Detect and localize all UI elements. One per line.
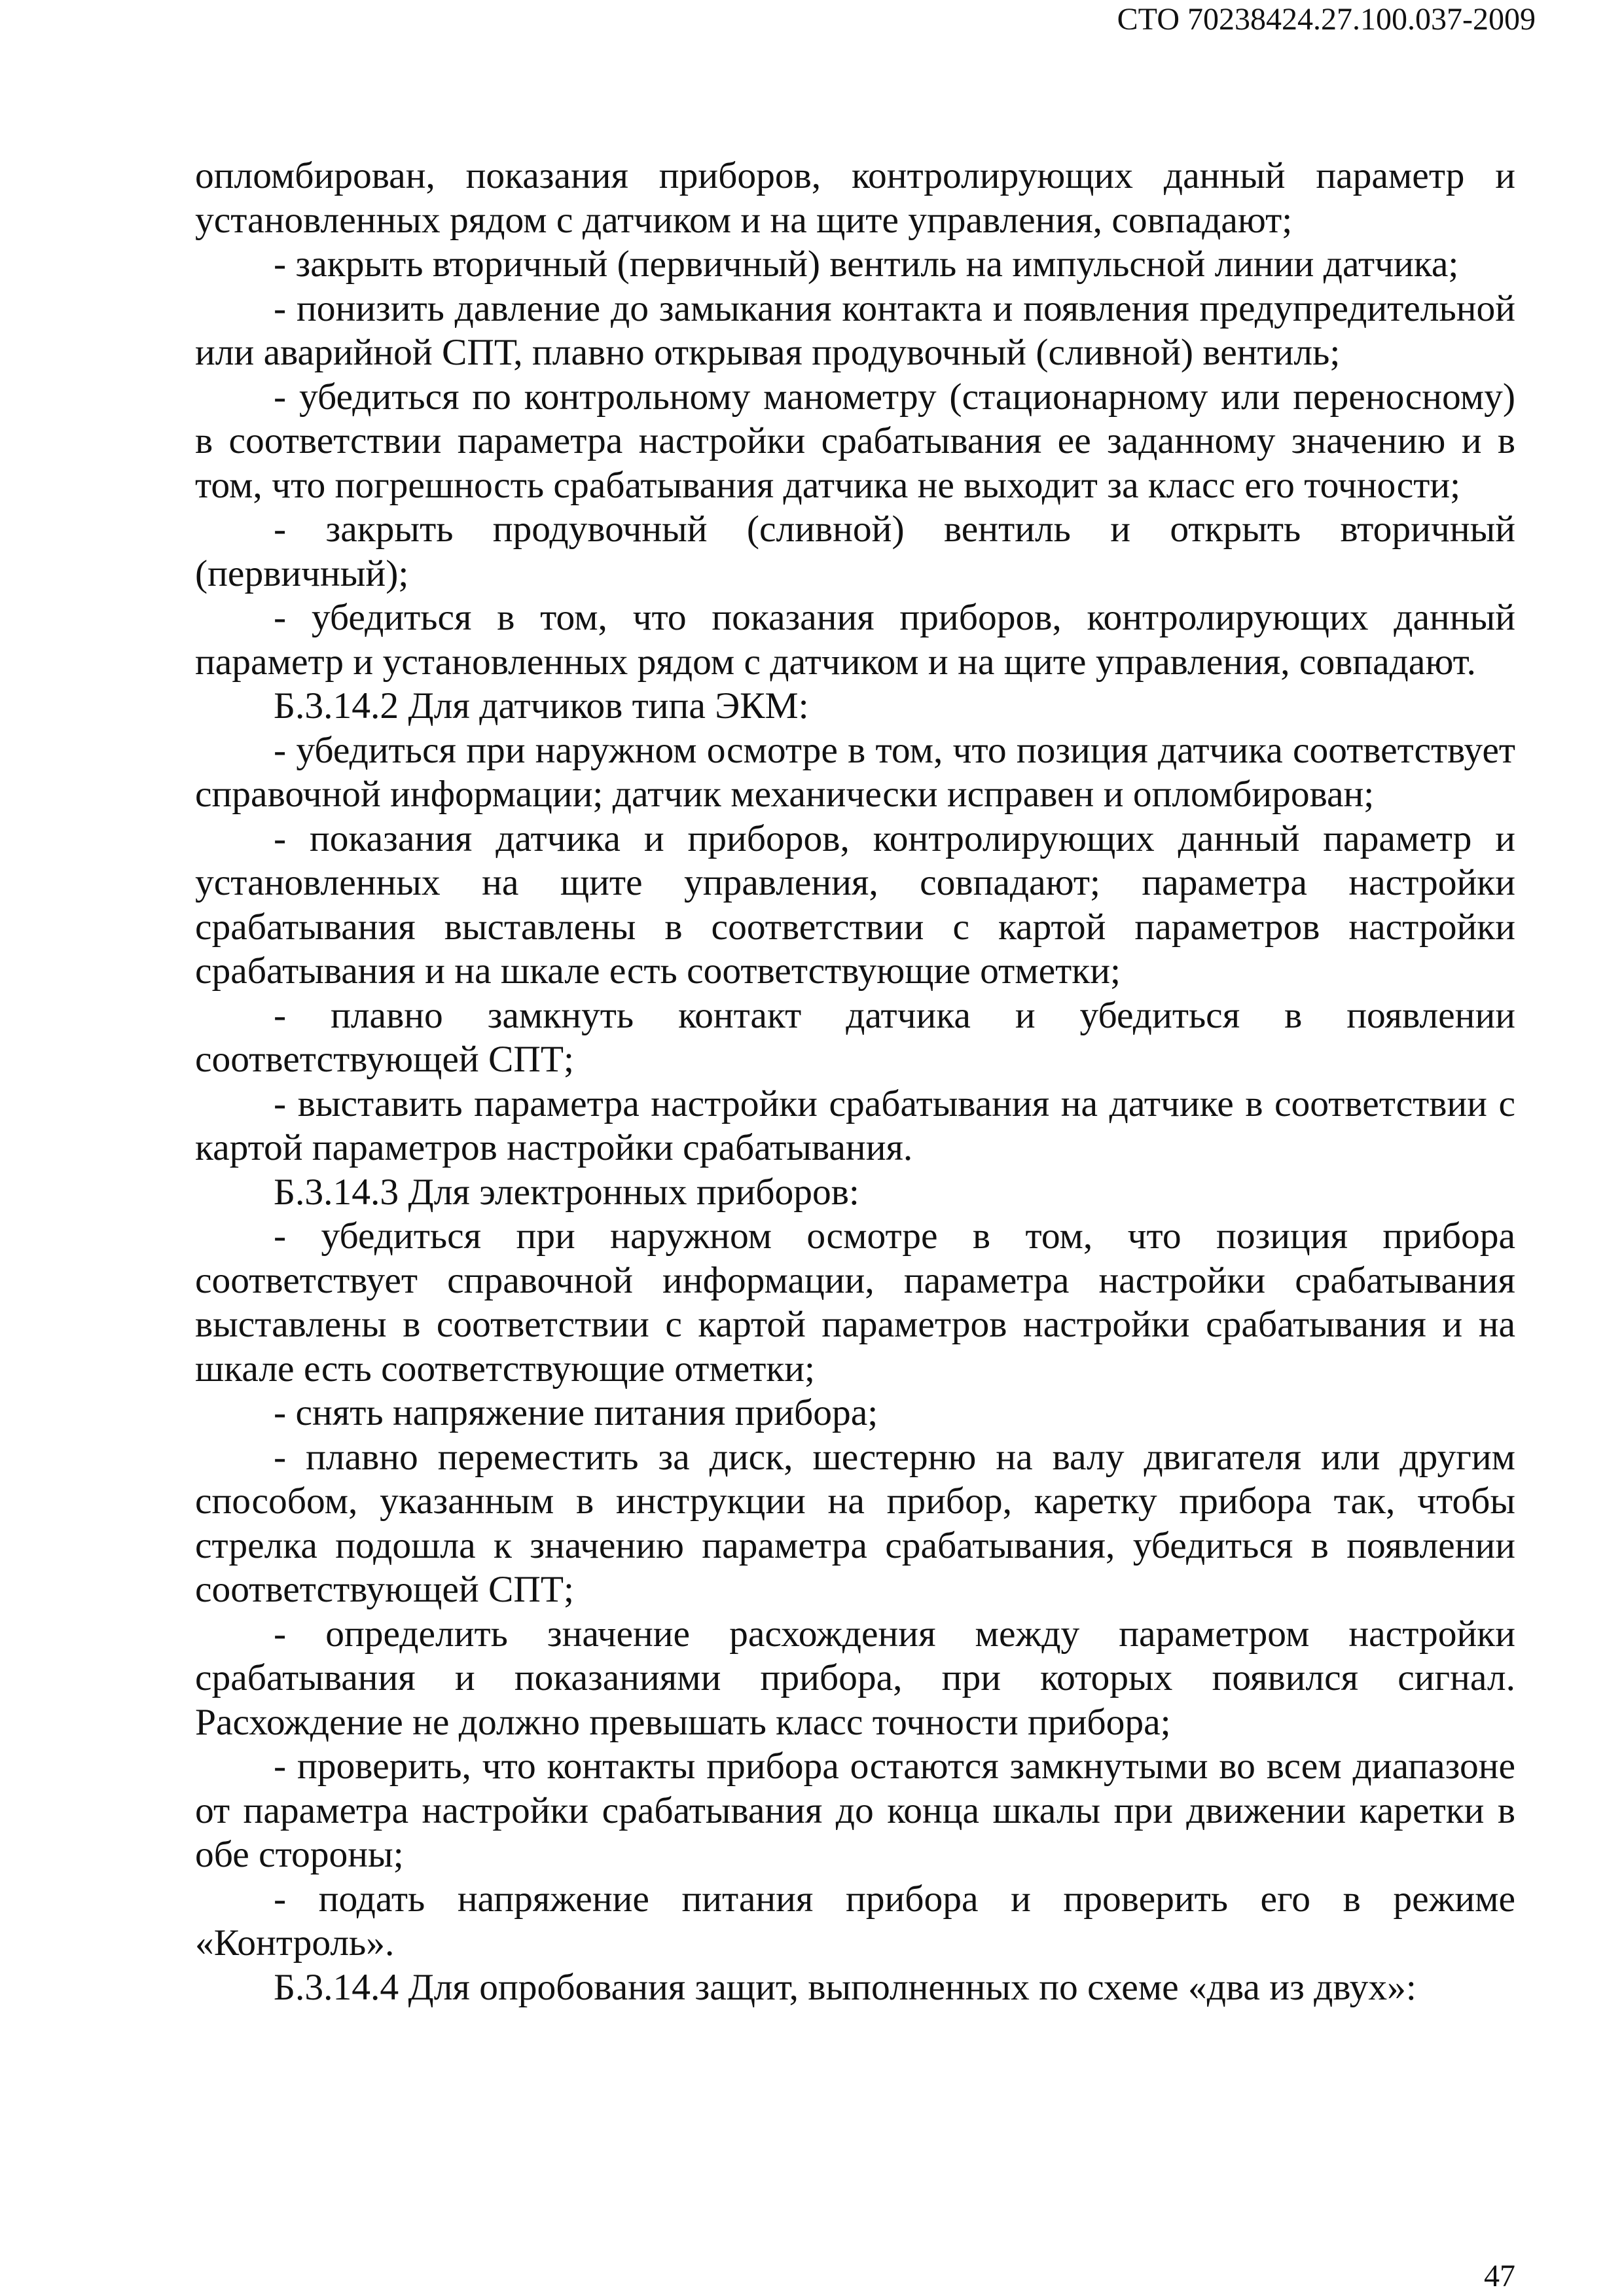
paragraph: - плавно переместить за диск, шестерню на валу двигателя или другим способом, указанным в инструкции на прибор, каретку прибора так, чтобы стрелка подошла к значению параметра срабатывания, убедиться в появлении соответствующей СПТ;: [195, 1436, 1515, 1610]
paragraph: - плавно замкнуть контакт датчика и убедиться в появлении соответствующей СПТ;: [195, 994, 1515, 1080]
paragraph: - убедиться при наружном осмотре в том, что позиция прибора соответствует справочной информации, параметра настройки срабатывания выставлены в соответствии с картой параметров настройки срабатывания и на шкале есть соответствующие отметки;: [195, 1215, 1515, 1390]
paragraph: - убедиться при наружном осмотре в том, что позиция датчика соответствует справочной информации; датчик механически исправен и опломбирован;: [195, 729, 1515, 815]
document-code-header: СТО 70238424.27.100.037-2009: [1117, 2, 1536, 37]
section-heading-b3-14-3: Б.3.14.3 Для электронных приборов:: [274, 1171, 859, 1213]
paragraph: - подать напряжение питания прибора и проверить его в режиме «Контроль».: [195, 1878, 1515, 1964]
paragraph: - выставить параметра настройки срабатывания на датчике в соответствии с картой параметров настройки срабатывания.: [195, 1083, 1515, 1168]
section-heading-b3-14-4: Б.3.14.4 Для опробования защит, выполненных по схеме «два из двух»:: [274, 1966, 1416, 2008]
paragraph: - закрыть вторичный (первичный) вентиль на импульсной линии датчика;: [274, 243, 1459, 285]
paragraph: - закрыть продувочный (сливной) вентиль и открыть вторичный (первичный);: [195, 509, 1515, 594]
paragraph: - определить значение расхождения между параметром настройки срабатывания и показаниями прибора, при которых появился сигнал. Расхождение не должно превышать класс точности прибора;: [195, 1613, 1515, 1743]
paragraph: опломбирован, показания приборов, контролирующих данный параметр и установленных рядом с датчиком и на щите управления, совпадают;: [195, 155, 1515, 241]
paragraph: - убедиться в том, что показания приборов, контролирующих данный параметр и установленных рядом с датчиком и на щите управления, совпадают.: [195, 597, 1515, 683]
paragraph: - понизить давление до замыкания контакта и появления предупредительной или аварийной СПТ, плавно открывая продувочный (сливной) вентиль;: [195, 287, 1515, 373]
paragraph: - убедиться по контрольному манометру (стационарному или переносному) в соответствии параметра настройки срабатывания ее заданному значению и в том, что погрешность срабатывания датчика не выходит за класс его точности;: [195, 376, 1515, 506]
paragraph: - снять напряжение питания прибора;: [274, 1392, 878, 1433]
paragraph: - проверить, что контакты прибора остаются замкнутыми во всем диапазоне от параметра настройки срабатывания до конца шкалы при движении каретки в обе стороны;: [195, 1746, 1515, 1875]
paragraph: - показания датчика и приборов, контролирующих данный параметр и установленных на щите управления, совпадают; параметра настройки срабатывания выставлены в соответствии с картой параметров настройки срабатывания и на шкале есть соответствующие отметки;: [195, 817, 1515, 992]
section-heading-b3-14-2: Б.3.14.2 Для датчиков типа ЭКМ:: [274, 685, 809, 726]
document-body: [195, 154, 1515, 2009]
page-number: 47: [1484, 2259, 1515, 2293]
